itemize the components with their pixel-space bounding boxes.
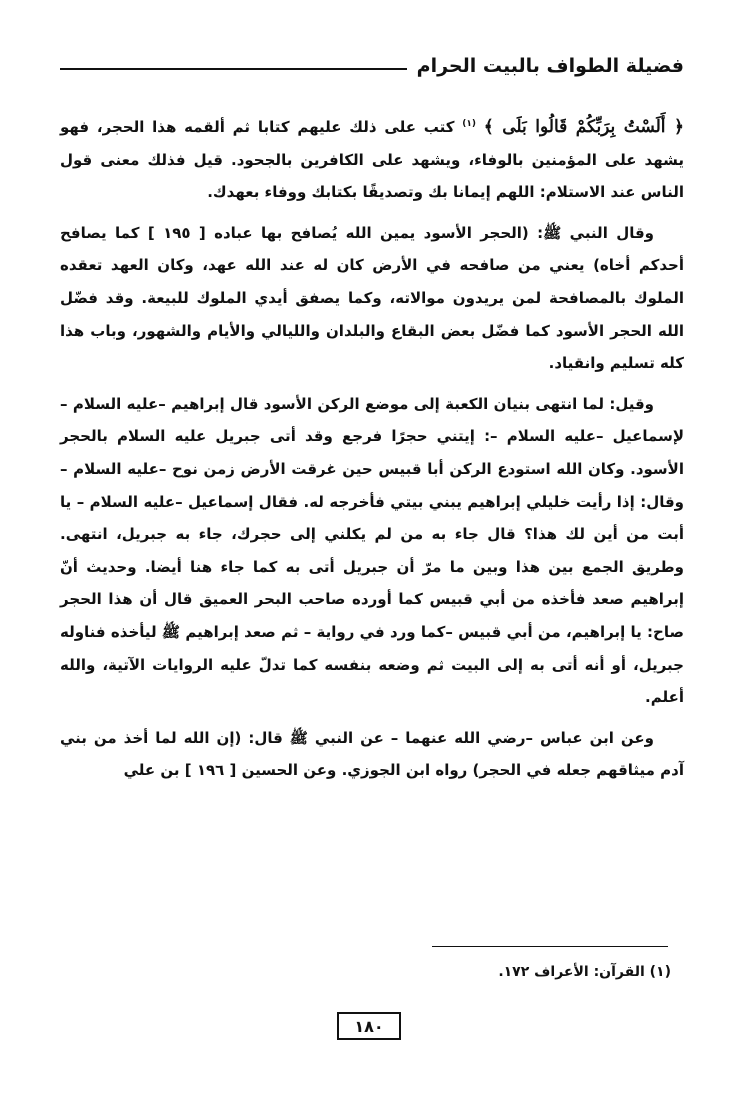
- running-header: [60, 48, 684, 84]
- footnote-rule: [432, 946, 668, 947]
- quran-verse: ﴿ أَلَسْتُ بِرَبِّكُمْ قَالُوا بَلَى ﴾: [483, 117, 684, 137]
- footnote: (١) القرآن: الأعراف ١٧٢.: [498, 964, 671, 980]
- paragraph-1-text: كتب على ذلك عليهم كتابا ثم ألقمه هذا الحجر، فهو يشهد على المؤمنين بالوفاء، ويشهد على الكافرين بالجحود. قيل فذلك معنى قول الناس عند الاستلام: اللهم إيمانا بك وتصديقًا بكتابك ووفاء بعهدك.: [60, 118, 684, 202]
- paragraph-2: وقال النبي ﷺ: (الحجر الأسود يمين الله يُصافح بها عباده [ ١٩٥ ] كما يصافح أحدكم أخاه) يعني من صافحه في الأرض كان له عند الله عهد، وكان العهد تعقده الملوك بالمصافحة لمن يريدون موالاته، وكما يصفق أيدي الملوك للبيعة. وقد فضّل الله الحجر الأسود كما فضّل بعض البقاع والبلدان والليالي والأيام والشهور، وباب هذا كله تسليم وانقياد.: [60, 223, 684, 373]
- header-rule: [60, 68, 407, 70]
- paragraph-4: وعن ابن عباس –رضي الله عنهما – عن النبي ﷺ قال: (إن الله لما أخذ من بني آدم ميثاقهم جعله في الحجر) رواه ابن الجوزي. وعن الحسين [ ١٩٦ ] بن علي: [60, 728, 684, 780]
- header-title: فضيلة الطواف بالبيت الحرام: [416, 55, 684, 77]
- paragraph-1: [60, 108, 684, 209]
- page-number: ١٨٠: [337, 1012, 401, 1040]
- paragraph-3: وقيل: لما انتهى بنيان الكعبة إلى موضع الركن الأسود قال إبراهيم –عليه السلام – لإسماعيل –عليه السلام –: إيتني حجرًا فرجع وقد أتى جبريل عليه السلام بالحجر الأسود. وكان الله استودع الركن أبا قبيس حين غرقت الأرض زمن نوح –عليه السلام – وقال: إذا رأيت خليلي إبراهيم يبني بيتي فأخرجه له. فقال إسماعيل –عليه السلام – يا أبت من أين لك هذا؟ قال جاء به من لم يكلني إلى حجرك، جاء به جبريل، انتهى. وطريق الجمع بين هذا وبين ما مرّ أن جبريل أتى به كما جاء هنا أيضا. وحديث أنّ إبراهيم صعد فأخذه من أبي قبيس كما أورده صاحب البحر العميق قال أن هذا الحجر صاح: يا إبراهيم، من أبي قبيس –كما ورد في رواية – ثم صعد إبراهيم ﷺ ليأخذه فناوله جبريل، أو أنه أتى به إلى البيت ثم وضعه بنفسه كما تدلّ عليه الروايات الآتية، والله أعلم.: [60, 394, 684, 707]
- body-text: [60, 108, 684, 795]
- footnote-reference: (١): [462, 119, 476, 129]
